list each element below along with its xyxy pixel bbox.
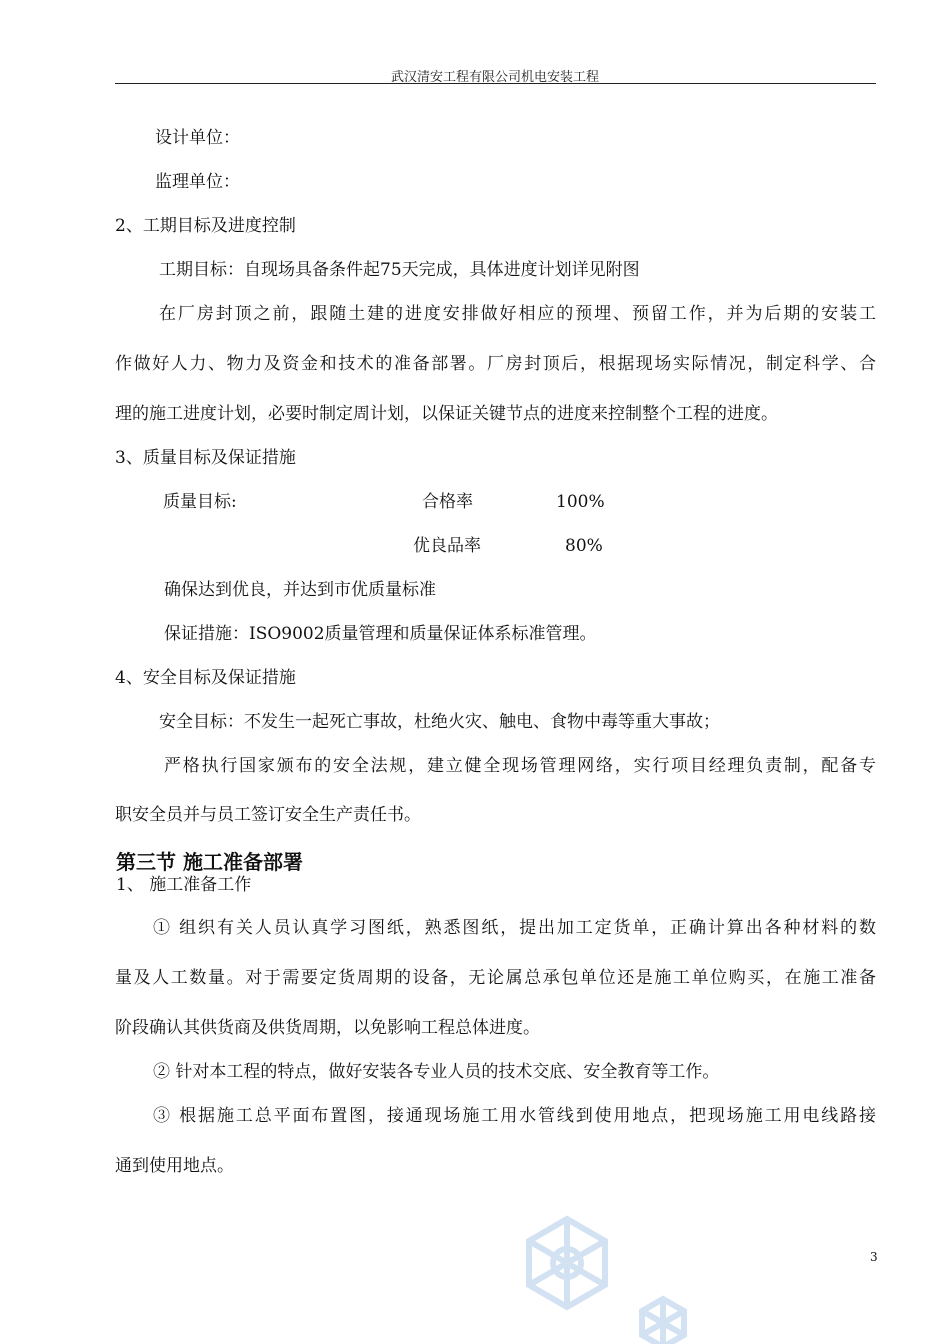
schedule-para-line: 理的施工进度计划，必要时制定周计划，以保证关键节点的进度来控制整个工程的进度。: [115, 404, 778, 424]
safety-target: 安全目标：不发生一起死亡事故，杜绝火灾、触电、食物中毒等重大事故；: [159, 712, 720, 732]
schedule-target: 工期目标：自现场具备条件起75天完成，具体进度计划详见附图: [159, 260, 640, 280]
safety-para-line: 严格执行国家颁布的安全法规，建立健全现场管理网络，实行项目经理负责制，配备专: [164, 756, 876, 776]
excellent-rate-value: 80%: [565, 536, 603, 556]
pass-rate-label: 合格率: [422, 492, 473, 512]
snowflake-watermark-icon: [505, 1205, 705, 1344]
design-unit: 设计单位：: [155, 128, 240, 148]
header-rule: [115, 83, 876, 84]
excellent-rate-label: 优良品率: [413, 536, 481, 556]
pass-rate-value: 100%: [556, 492, 605, 512]
quality-target-label: 质量目标:: [163, 492, 237, 512]
quality-ensure: 确保达到优良，并达到市优质量标准: [164, 580, 436, 600]
supervision-unit: 监理单位：: [155, 172, 240, 192]
section-3-heading: 3、质量目标及保证措施: [115, 448, 296, 468]
page-number: 3: [870, 1250, 878, 1264]
quality-measure: 保证措施：ISO9002质量管理和质量保证体系标准管理。: [164, 624, 597, 644]
safety-para-line: 职安全员并与员工签订安全生产责任书。: [115, 805, 421, 825]
section-4-heading: 4、安全目标及保证措施: [115, 668, 296, 688]
subsection-1-heading: 1、 施工准备工作: [116, 875, 252, 895]
item-1-line: ① 组织有关人员认真学习图纸，熟悉图纸，提出加工定货单，正确计算出各种材料的数: [153, 918, 876, 938]
item-1-line: 量及人工数量。对于需要定货周期的设备，无论属总承包单位还是施工单位购买，在施工准备: [115, 968, 876, 988]
item-3-line: 通到使用地点。: [115, 1156, 234, 1176]
item-1-line: 阶段确认其供货商及供货周期，以免影响工程总体进度。: [115, 1018, 540, 1038]
page-header: 武汉清安工程有限公司机电安装工程: [390, 70, 599, 85]
item-2: ② 针对本工程的特点，做好安装各专业人员的技术交底、安全教育等工作。: [153, 1062, 720, 1082]
section-title: 第三节 施工准备部署: [116, 850, 303, 874]
section-2-heading: 2、工期目标及进度控制: [115, 216, 296, 236]
schedule-para-line: 作做好人力、物力及资金和技术的准备部署。厂房封顶后，根据现场实际情况，制定科学、合: [115, 354, 876, 374]
item-3-line: ③ 根据施工总平面布置图，接通现场施工用水管线到使用地点，把现场施工用电线路接: [153, 1106, 876, 1126]
schedule-para-line: 在厂房封顶之前，跟随土建的进度安排做好相应的预埋、预留工作，并为后期的安装工: [159, 304, 876, 324]
